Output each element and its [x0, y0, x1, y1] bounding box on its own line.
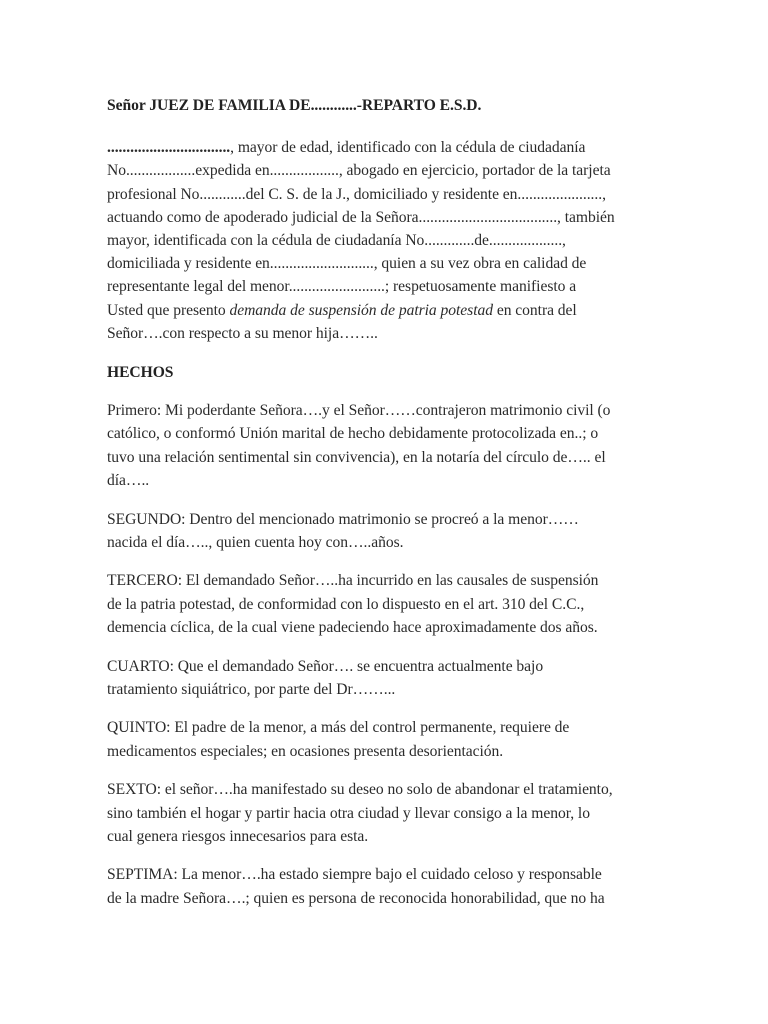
hecho-paragraph: [107, 508, 662, 554]
hecho-line: sino también el hogar y partir hacia otra ciudad y llevar consigo a la menor, lo: [107, 804, 590, 822]
blank-dots: ................................: [107, 139, 231, 157]
hecho-line: medicamentos especiales; en ocasiones presenta desorientación.: [107, 742, 504, 760]
intro-text: en contra del: [492, 301, 577, 319]
hechos-list: [107, 399, 662, 910]
document-title: Señor JUEZ DE FAMILIA DE............-REPARTO E.S.D.: [107, 97, 482, 114]
hecho-line: de la patria potestad, de conformidad con lo dispuesto en el art. 310 del C.C.,: [107, 595, 585, 613]
demand-type-italic: demanda de suspensión de patria potestad: [229, 301, 493, 319]
hecho-line: demencia cíclica, de la cual viene padeciendo hace aproximadamente dos años.: [107, 618, 598, 636]
intro-line: Señor….con respecto a su menor hija……..: [107, 324, 378, 342]
hecho-paragraph: [107, 863, 662, 909]
hecho-line: de la madre Señora….; quien es persona de reconocida honorabilidad, que no ha: [107, 889, 605, 907]
hecho-line: tuvo una relación sentimental sin convivencia), en la notaría del círculo de….. el: [107, 448, 606, 466]
intro-line: representante legal del menor.........................; respetuosamente manifiesto a: [107, 278, 577, 296]
intro-line: [107, 136, 662, 159]
intro-paragraph: [107, 136, 662, 345]
intro-line: domiciliada y residente en..........................., quien a su vez obra en calidad de: [107, 255, 587, 273]
hecho-line: TERCERO: El demandado Señor…..ha incurrido en las causales de suspensión: [107, 572, 599, 590]
hecho-paragraph: [107, 716, 662, 762]
hecho-line: tratamiento siquiátrico, por parte del Dr……...: [107, 680, 396, 698]
intro-line: No..................expedida en.................., abogado en ejercicio, portador de la tarjeta: [107, 162, 611, 180]
hecho-line: SEPTIMA: La menor….ha estado siempre bajo el cuidado celoso y responsable: [107, 866, 602, 884]
hecho-line: día…..: [107, 471, 150, 489]
hecho-line: QUINTO: El padre de la menor, a más del control permanente, requiere de: [107, 719, 570, 737]
hecho-line: católico, o conformó Unión marital de hecho debidamente protocolizada en..; o: [107, 425, 599, 443]
section-heading-hechos: HECHOS: [107, 363, 174, 381]
intro-line: mayor, identificada con la cédula de ciudadanía No.............de...................,: [107, 232, 566, 250]
intro-text: Usted que presento: [107, 301, 230, 319]
hecho-line: nacida el día….., quien cuenta hoy con…..años.: [107, 533, 404, 551]
hecho-line: cual genera riesgos innecesarios para esta.: [107, 827, 369, 845]
document-page: [107, 94, 662, 910]
hecho-paragraph: [107, 778, 662, 848]
intro-line: profesional No............del C. S. de la J., domiciliado y residente en......................,: [107, 185, 606, 203]
hecho-line: SEXTO: el señor….ha manifestado su deseo no solo de abandonar el tratamiento,: [107, 781, 613, 799]
hecho-line: SEGUNDO: Dentro del mencionado matrimonio se procreó a la menor……: [107, 510, 579, 528]
hecho-paragraph: [107, 399, 662, 492]
hecho-line: CUARTO: Que el demandado Señor…. se encuentra actualmente bajo: [107, 657, 544, 675]
intro-text: , mayor de edad, identificado con la cédula de ciudadanía: [230, 139, 586, 157]
hecho-line: Primero: Mi poderdante Señora….y el Señor……contrajeron matrimonio civil (o: [107, 402, 611, 420]
intro-line: actuando como de apoderado judicial de la Señora...................................., también: [107, 208, 615, 226]
intro-line: [107, 299, 662, 322]
hecho-paragraph: [107, 569, 662, 639]
hecho-paragraph: [107, 655, 662, 701]
